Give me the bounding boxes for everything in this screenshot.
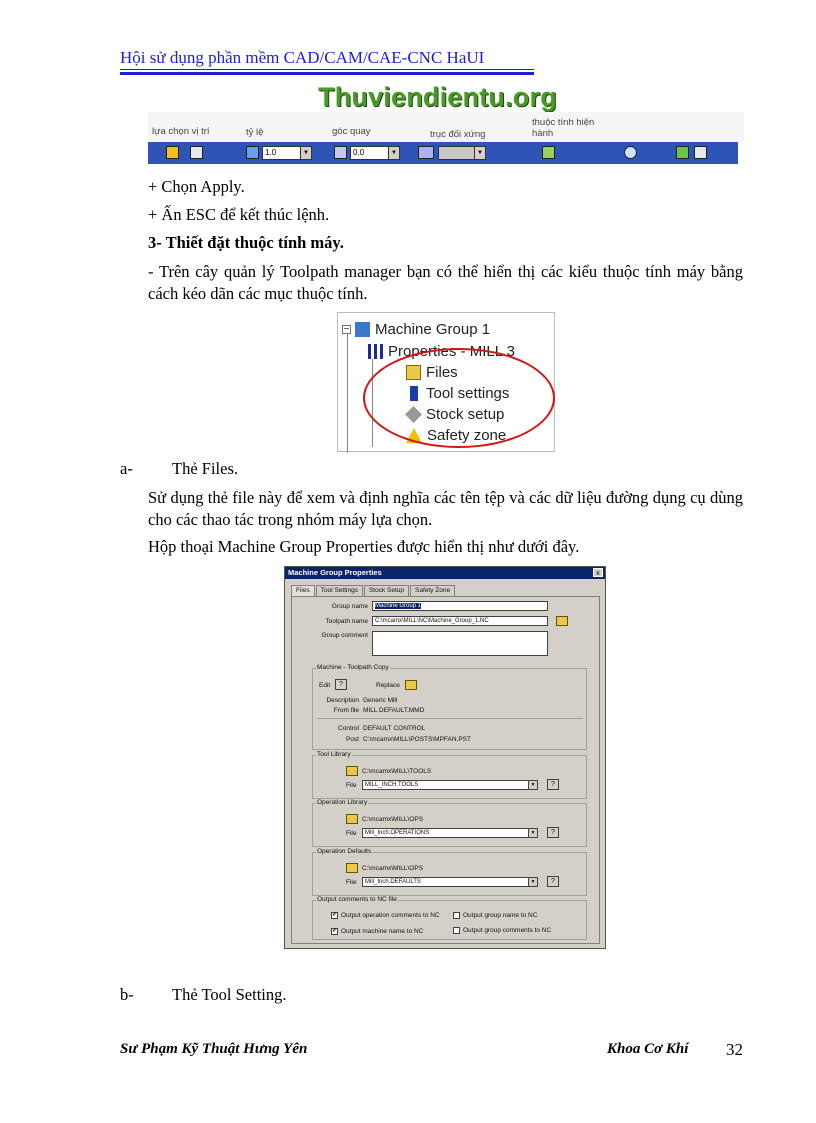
label-attributes: thuộc tính hiện (532, 117, 595, 128)
ok-check-icon[interactable] (676, 146, 689, 159)
op-comments-checkbox[interactable]: ✔ (332, 912, 338, 918)
toolpath-tree-screenshot (337, 312, 555, 452)
tree-item-label: Tool settings (426, 385, 510, 402)
operation-library-path: C:\mcamx\MILL\OPS (362, 816, 424, 823)
text-esc: + Ấn ESC để kết thúc lệnh. (148, 205, 330, 224)
tool-library-group (312, 751, 587, 799)
tab-safety-zone[interactable]: Safety Zone (410, 585, 455, 596)
group-name-output-label: Output group name to NC (463, 912, 538, 919)
operation-defaults-path: C:\mcamx\MILL\OPS (362, 865, 424, 872)
scale-icon[interactable] (246, 146, 259, 159)
dropdown-arrow-icon: ▼ (388, 147, 399, 159)
toolbar-bar (148, 142, 738, 164)
dropdown-arrow-icon: ▼ (300, 147, 311, 159)
group-comment-label: Group comment (321, 632, 368, 639)
list-label-b: b- (120, 985, 134, 1004)
description-label: Description (326, 697, 359, 704)
footer-faculty: Khoa Cơ Khí (607, 1041, 689, 1057)
machine-group-dialog (284, 566, 606, 949)
machine-group-icon (355, 322, 370, 337)
angle-combo[interactable] (350, 146, 400, 160)
tab-stock-setup[interactable]: Stock Setup (364, 585, 409, 596)
output-comments-title: Output comments to NC file (317, 896, 397, 903)
label-position: lựa chọn vị trí (152, 126, 210, 137)
replace-label: Replace (376, 682, 400, 689)
operation-library-group (312, 799, 587, 847)
paragraph-toolpath: - Trên cây quản lý Toolpath manager bạn có thể hiển thị các kiểu thuộc tính máy bằng cách kéo dãn các mục thuộc tính. (148, 262, 743, 303)
post-label: Post (345, 736, 359, 743)
toolpath-name-label: Toolpath name (325, 618, 368, 625)
description-value: Generic Mill (363, 697, 398, 704)
operation-library-file-select[interactable]: Mill_Inch.OPERATIONS (362, 828, 538, 838)
browse-folder-icon[interactable] (556, 616, 568, 626)
machine-copy-group (312, 664, 587, 750)
attributes-icon[interactable] (542, 146, 555, 159)
scale-combo[interactable] (262, 146, 312, 160)
paragraph-dialog: Hộp thoại Machine Group Properties được hiển thị như dưới đây. (148, 537, 580, 556)
angle-value: 0.0 (353, 148, 365, 157)
control-value: DEFAULT CONTROL (363, 725, 426, 732)
label-rotation: góc quay (332, 126, 371, 137)
paragraph-files: Sử dụng thẻ file này để xem và định nghĩa các tên tệp và các dữ liệu đường dụng cụ dùng cho các thao tác trong nhóm máy lựa chọn. (148, 488, 743, 529)
group-comment-input[interactable] (372, 631, 548, 656)
chevron-down-icon[interactable]: ▼ (528, 828, 538, 838)
apply-icon[interactable] (624, 146, 637, 159)
operation-defaults-title: Operation Defaults (317, 848, 372, 855)
label-attributes-2: hành (532, 128, 554, 139)
tool-library-path: C:\mcamx\MILL\TOOLS (362, 768, 432, 775)
operation-defaults-group (312, 848, 587, 896)
dialog-panel (291, 596, 600, 944)
page-number: 32 (726, 1040, 743, 1059)
tree-properties-label: Properties - MILL 3 (388, 343, 515, 360)
tree-item-label: Files (426, 364, 458, 381)
tree-root[interactable]: − Machine Group 1 (343, 321, 491, 338)
replace-folder-icon[interactable] (405, 680, 417, 690)
scale-value: 1.0 (265, 148, 277, 157)
tool-library-title: Tool Library (317, 751, 351, 758)
toolbar-screenshot (148, 112, 744, 172)
list-label-a: a- (120, 459, 133, 478)
section-heading: 3- Thiết đặt thuộc tính máy. (148, 233, 344, 252)
tab-files[interactable]: Files (291, 585, 315, 596)
tab-tool-settings[interactable]: Tool Settings (316, 585, 363, 596)
operation-library-file-label: File (346, 830, 357, 837)
tree-root-label: Machine Group 1 (375, 321, 491, 338)
operation-defaults-file-select[interactable]: Mill_Inch.DEFAULTS (362, 877, 538, 887)
operation-defaults-edit-button[interactable]: ? (547, 876, 559, 887)
header-rule (120, 69, 534, 70)
output-comments-group (312, 896, 587, 940)
control-label: Control (338, 725, 359, 732)
properties-icon (368, 344, 383, 359)
machine-copy-title: Machine - Toolpath Copy (317, 664, 389, 671)
header-title: Hội sử dụng phần mềm CAD/CAM/CAE-CNC HaUI (120, 48, 485, 67)
group-name-value: Machine Group 1 (375, 603, 422, 609)
tree-item-label: Stock setup (426, 406, 505, 423)
dropdown-arrow-icon: ▼ (474, 147, 485, 159)
machine-name-label: Output machine name to NC (341, 928, 424, 935)
from-file-label: From file (333, 707, 359, 714)
chevron-down-icon[interactable]: ▼ (528, 877, 538, 887)
highlight-ellipse (363, 348, 555, 448)
watermark-logo: Thuviendientu.org (318, 82, 557, 112)
tool-library-file-label: File (346, 782, 357, 789)
operation-library-title: Operation Library (317, 799, 368, 806)
mirror-icon[interactable] (418, 146, 434, 159)
group-comments-checkbox[interactable] (453, 927, 460, 934)
from-file-value: MILL DEFAULT.MMD (363, 707, 425, 714)
help-icon[interactable] (694, 146, 707, 159)
subheading-files: Thẻ Files. (172, 459, 238, 478)
subheading-tool-setting: Thẻ Tool Setting. (172, 985, 287, 1004)
tree-item-label: Safety zone (427, 427, 507, 444)
tool-library-edit-button[interactable]: ? (547, 779, 559, 790)
dialog-tabs (291, 585, 456, 596)
group-name-label: Group name (331, 603, 368, 610)
toolpath-name-input[interactable]: C:\mcamx\MILL\NC\Machine_Group_1.NC (372, 616, 548, 626)
op-comments-label: Output operation comments to NC (341, 912, 440, 919)
toolbar-labels (148, 112, 744, 142)
pick-position-icon[interactable] (166, 146, 179, 159)
machine-name-checkbox[interactable]: ✔ (332, 928, 338, 934)
tool-library-folder-icon[interactable] (346, 766, 358, 776)
label-mirror: trục đối xứng (430, 129, 486, 140)
operation-defaults-folder-icon[interactable] (346, 863, 358, 873)
label-scale: tỷ lệ (246, 127, 264, 138)
operation-library-edit-button[interactable]: ? (547, 827, 559, 838)
group-comments-label: Output group comments to NC (463, 927, 552, 934)
group-name-input[interactable] (372, 601, 548, 611)
edit-label: Edit (319, 682, 331, 689)
tool-library-file-select[interactable]: MILL_INCH.TOOLS (362, 780, 538, 790)
mirror-combo[interactable] (438, 146, 486, 160)
text-apply: + Chọn Apply. (148, 177, 245, 196)
close-icon[interactable]: x (593, 568, 603, 577)
footer-school: Sư Phạm Kỹ Thuật Hưng Yên (120, 1041, 308, 1057)
operation-defaults-file-label: File (346, 879, 357, 886)
operation-library-folder-icon[interactable] (346, 814, 358, 824)
select-icon[interactable] (190, 146, 203, 159)
header-rule-thick (120, 72, 534, 75)
group-name-checkbox[interactable] (453, 912, 460, 919)
rotate-icon[interactable] (334, 146, 347, 159)
post-value: C:\mcamx\MILL\POSTS\MPFAN.PST (363, 736, 471, 743)
edit-machine-button[interactable]: ? (335, 679, 347, 690)
dialog-title: Machine Group Properties (285, 567, 605, 579)
chevron-down-icon[interactable]: ▼ (528, 780, 538, 790)
